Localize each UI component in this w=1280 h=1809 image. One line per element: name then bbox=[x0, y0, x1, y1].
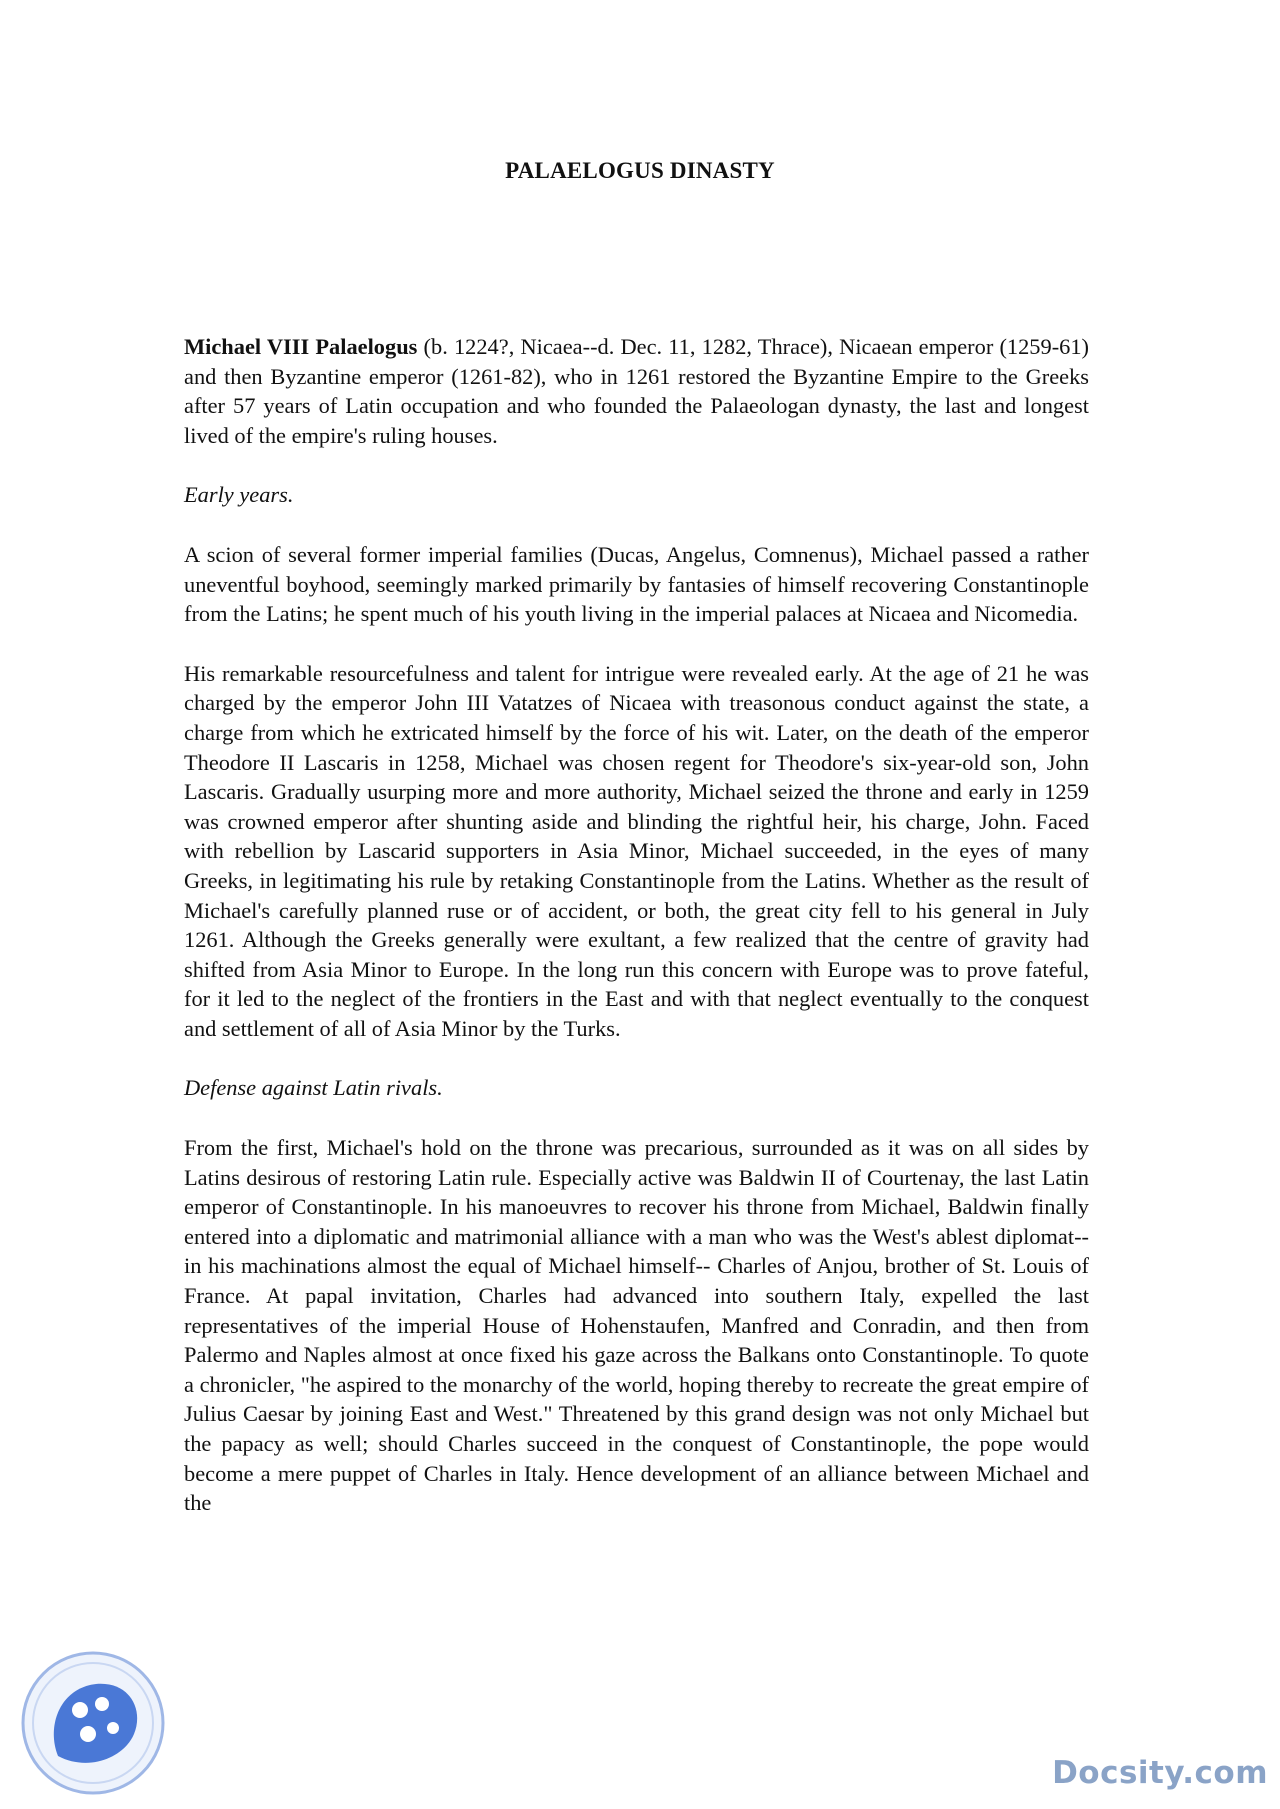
paragraph-early-years-2: His remarkable resourcefulness and talent for intrigue were revealed early. At the age of 21 he was charged by the emperor John III Vatatzes of Nicaea with treasonous conduct against the state, a charge from which he extricated himself by the force of his wit. Later, on the death of the emperor Theodore II Lascaris in 1258, Michael was chosen regent for Theodore's six-year-old son, John Lascaris. Gradually usurping more and more authority, Michael seized the throne and early in 1259 was crowned emperor after shunting aside and blinding the rightful heir, his charge, John. Faced with rebellion by Lascarid supporters in Asia Minor, Michael succeeded, in the eyes of many Greeks, in legitimating his rule by retaking Constantinople from the Latins. Whether as the result of Michael's carefully planned ruse or of accident, or both, the great city fell to his general in July 1261. Although the Greeks generally were exultant, a few realized that the centre of gravity had shifted from Asia Minor to Europe. In the long run this concern with Europe was to prove fateful, for it led to the neglect of the frontiers in the East and with that neglect eventually to the conquest and settlement of all of Asia Minor by the Turks. bbox=[184, 660, 1089, 1041]
docsity-logo-icon bbox=[18, 1648, 168, 1798]
intro-paragraph-text: (b. 1224?, Nicaea--d. Dec. 11, 1282, Thrace), Nicaean emperor (1259-61) and then Byzantine emperor (1261-82), who in 1261 restored the Byzantine Empire to the Greeks after 57 years of Latin occupation and who founded the Palaeologan dynasty, the last and longest lived of the empire's ruling houses. bbox=[184, 334, 1089, 448]
intro-subject-name: Michael VIII Palaelogus bbox=[184, 334, 418, 359]
section-heading-early-years: Early years. bbox=[184, 482, 294, 508]
section-heading-defense: Defense against Latin rivals. bbox=[184, 1075, 443, 1101]
document-title: PALAELOGUS DINASTY bbox=[505, 158, 775, 183]
intro-paragraph bbox=[184, 332, 1089, 450]
document-body bbox=[184, 332, 1089, 1548]
paragraph-early-years-1: A scion of several former imperial families (Ducas, Angelus, Comnenus), Michael passed a rather uneventful boyhood, seemingly marked primarily by fantasies of himself recovering Constantinople from the Latins; he spent much of his youth living in the imperial palaces at Nicaea and Nicomedia. bbox=[184, 541, 1089, 627]
paragraph-defense-1: From the first, Michael's hold on the throne was precarious, surrounded as it was on all sides by Latins desirous of restoring Latin rule. Especially active was Baldwin II of Courtenay, the last Latin emperor of Constantinople. In his manoeuvres to recover his throne from Michael, Baldwin finally entered into a diplomatic and matrimonial alliance with a man who was the West's ablest diplomat--in his machinations almost the equal of Michael himself-- Charles of Anjou, brother of St. Louis of France. At papal invitation, Charles had advanced into southern Italy, expelled the last representatives of the imperial House of Hohenstaufen, Manfred and Conradin, and then from Palermo and Naples almost at once fixed his gaze across the Balkans onto Constantinople. To quote a chronicler, "he aspired to the monarchy of the world, hoping thereby to recreate the great empire of Julius Caesar by joining East and West." Threatened by this grand design was not only Michael but the papacy as well; should Charles succeed in the conquest of Constantinople, the pope would become a mere puppet of Charles in Italy. Hence development of an alliance between Michael and the bbox=[184, 1135, 1089, 1516]
docsity-watermark: Docsity.com bbox=[1052, 1755, 1268, 1791]
